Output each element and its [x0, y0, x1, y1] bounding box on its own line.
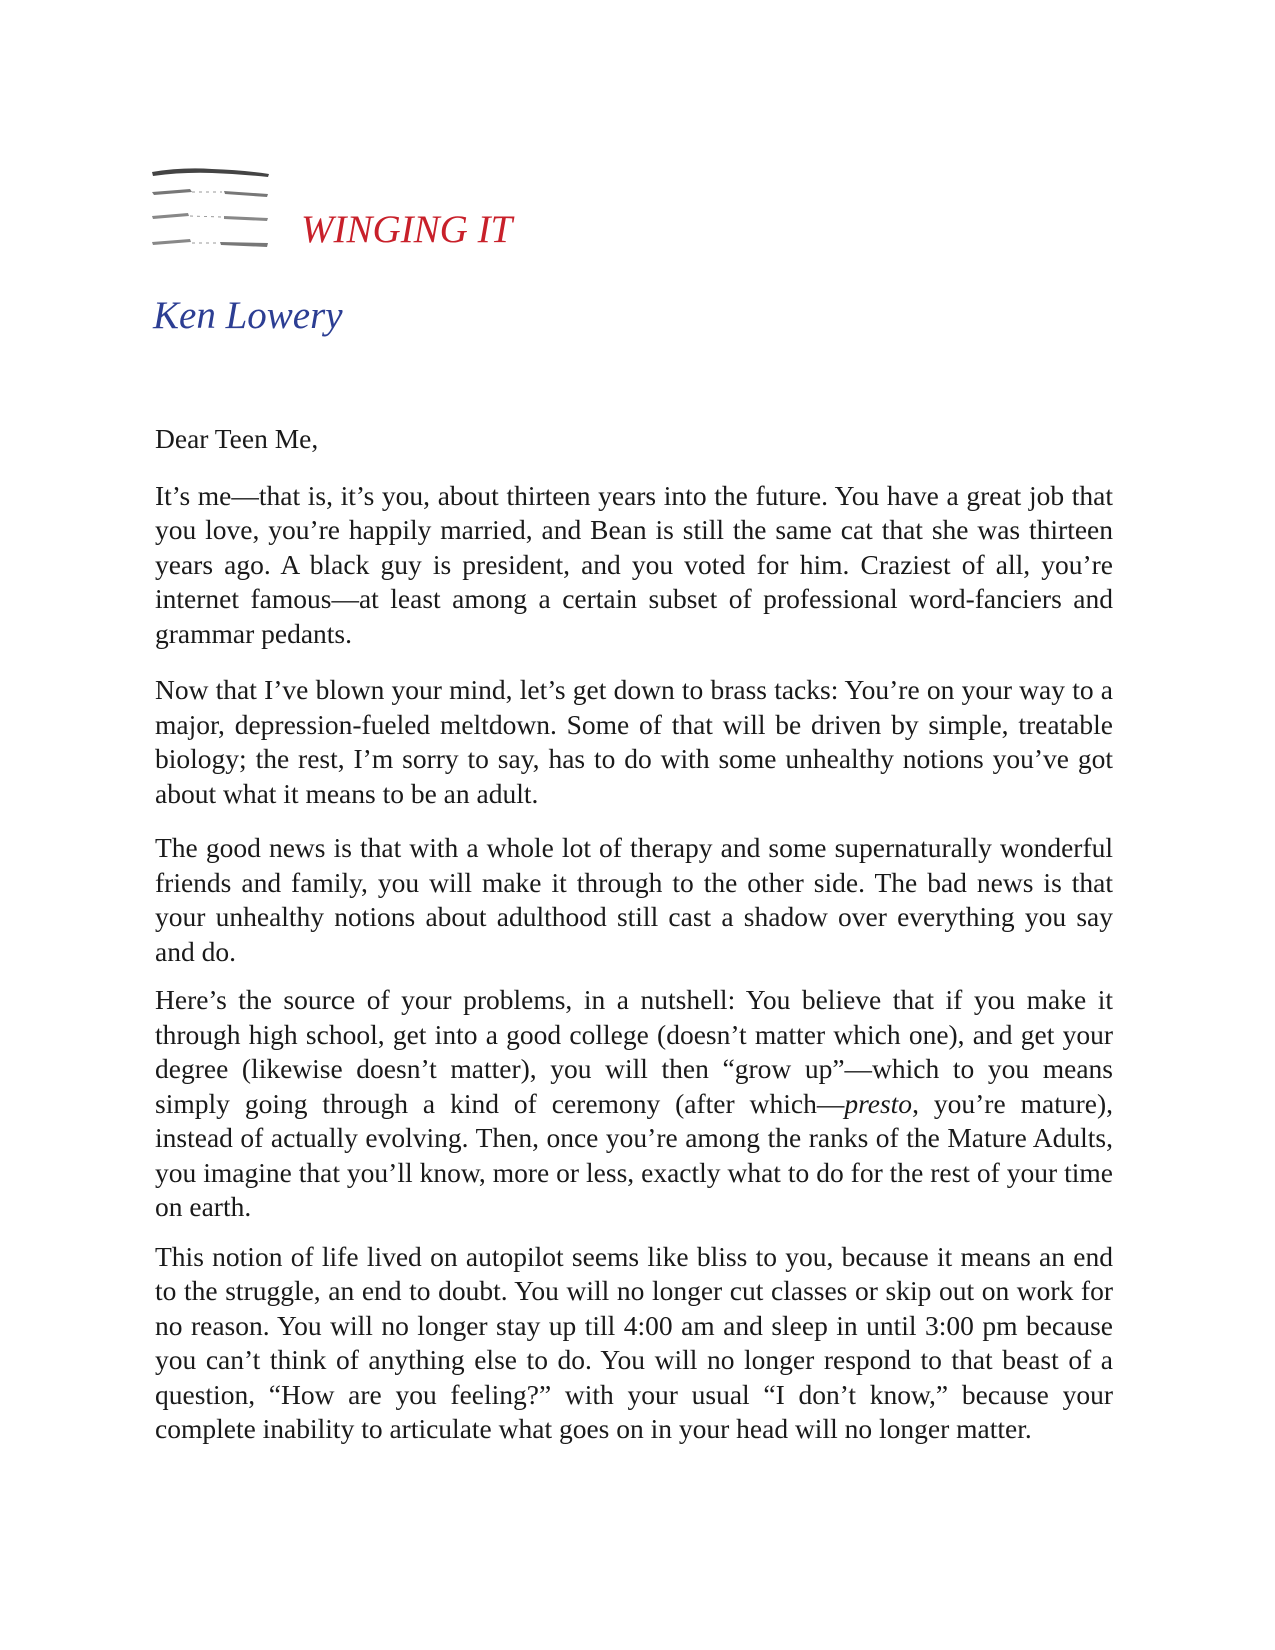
salutation: Dear Teen Me,: [155, 423, 319, 454]
letter-body: [155, 422, 1113, 1447]
italic-word: presto: [844, 1087, 913, 1119]
article-title: WINGING IT: [301, 208, 513, 251]
paragraph: [155, 983, 1113, 1225]
paragraph: This notion of life lived on autopilot seems like bliss to you, because it means an end to the struggle, an end to doubt. You will no longer cut classes or skip out on work for no reason. You will no longer stay up till 4:00 am and sleep in until 3:00 pm because you can’t think of anything else to do. You will no longer respond to that beast of a question, “How are you feeling?” with your usual “I don’t know,” because your complete inability to articulate what goes on in your head will no longer matter.: [155, 1240, 1113, 1444]
paragraph: It’s me—that is, it’s you, about thirteen years into the future. You have a great job that you love, you’re happily married, and Bean is still the same cat that she was thirteen years ago. A black guy is president, and you voted for him. Craziest of all, you’re internet famous—at least among a certain subset of professional word-fanciers and grammar pedants.: [155, 479, 1113, 649]
paragraph-text: , you’re mature), instead of actually evolving. Then, once you’re among the ranks of the Mature Adults, you imagine that you’ll know, more or less, exactly what to do for the rest of your time on earth.: [155, 1087, 1113, 1222]
paragraph: Now that I’ve blown your mind, let’s get down to brass tacks: You’re on your way to a major, depression-fueled meltdown. Some of that will be driven by simple, treatable biology; the rest, I’m sorry to say, has to do with some unhealthy notions you’ve got about what it means to be an adult.: [155, 674, 1113, 809]
author-name: Ken Lowery: [153, 294, 343, 337]
paragraph: The good news is that with a whole lot of therapy and some supernaturally wonderful friends and family, you will make it through to the other side. The bad news is that your unhealthy notions about adulthood still cast a shadow over everything you say and do.: [155, 832, 1113, 967]
dry-brush-stripes-icon: [152, 168, 270, 254]
paragraph-text: Here’s the source of your problems, in a nutshell: You believe that if you make it through high school, get into a good college (doesn’t matter which one), and get your degree (likewise doesn’t matter), you will then “grow up”—which to you means simply going through a kind of ceremony (after which—: [155, 984, 1113, 1119]
